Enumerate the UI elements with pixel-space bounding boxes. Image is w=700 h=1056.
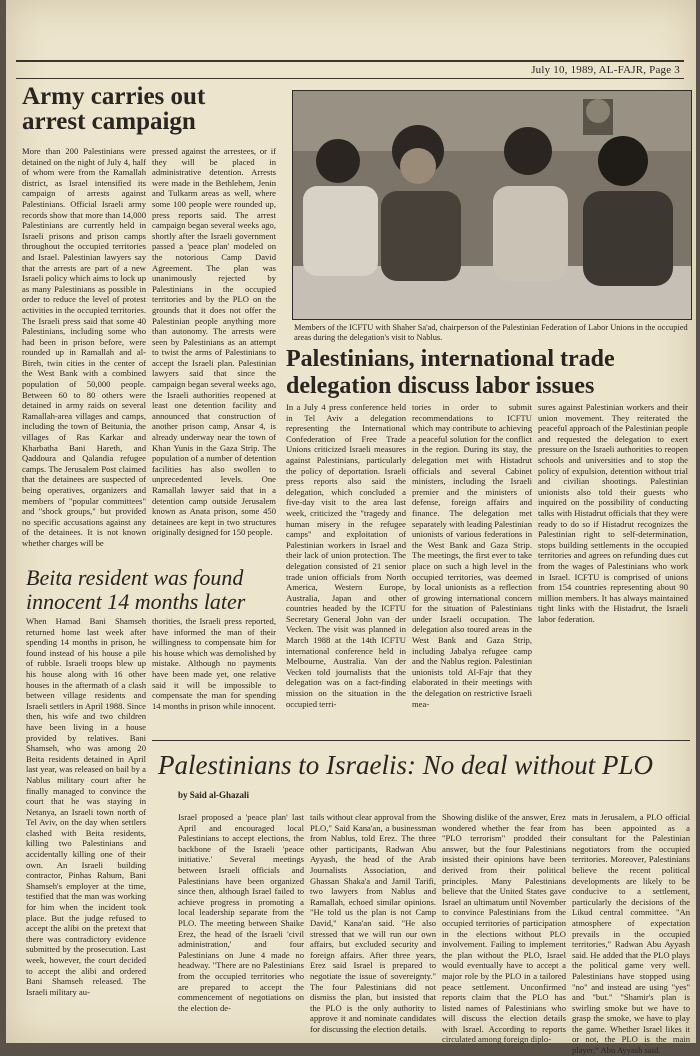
photo-illustration xyxy=(293,91,691,319)
article-plo-col2: tails without clear approval from the PLO," Said Kana'an, a businessman from Nablus, told Erez. The three other participants, Radwan Abu Ayyash, the head of the Arab Journalists Association, and Ghassan Shaka'a and Jamil Tarifi, two lawyers from Nablus and Ramallah, echoed similar opinions. "He told us the plan is not Camp David," Kana'an said. "He also stressed that we will run our own affairs, but excluded security and foreign affairs. After three years, Erez said Israel is prepared to negotiate the issue of sovereignty." The four Palestinians did not dismiss the plan, but insisted that the PLO is the only authority to approve it and nominate candidates for discussing the election details. xyxy=(310,812,436,1034)
headline-beita-resident: Beita resident was found innocent 14 months later xyxy=(26,565,246,614)
headline-trade-delegation: Palestinians, international trade delegation discuss labor issues xyxy=(286,346,615,399)
masthead-rule xyxy=(16,60,684,62)
headline-no-deal-without-plo: Palestinians to Israelis: No deal without PLO xyxy=(158,750,654,780)
article-army-col1: More than 200 Palestinians were detained on the night of July 4, half of whom were from the Ramallah district, as Israel intensified its campaign of arrests against Palestinians. Official Israeli army records show that more than 14,000 Palestinians are currently held in Israeli prisons and prison camps throughout the occupied territories and Israel. Palestinian lawyers say that the arrests are part of a new Israeli policy which aims to lock up as many Palestinians as possible in order to reduce the level of protest activities in the occupied territories. The Israeli press said that some 40 Palestinians, including some who had been in prison before, were rounded up in Ramallah and al-Bireh, twin cities in the center of the West Bank with a combined population of 50,000 people. Between 60 to 80 others were detained in army raids on several Ramallah-area villages and camps, including the town of Beitunia, the villages of Ras Karkar and Kharbatha Bani Hareth, and Qaddoura and Qalandia refugee camps. The Jerusalem Post claimed that the detainees are suspected of being operatives, organizers and members of "popular committees" and "shock groups," but provided no specific accusations against any of the detainees. It is not known whether charges will be xyxy=(22,146,146,548)
masthead-rule-lower xyxy=(16,78,684,79)
article-beita-col2: thorities, the Israeli press reported, have informed the man of their willingness to compensate him for his house which was demolished by mistake. Although no payments have been made yet, one relative said it will be impossible to compensate the man for spending 14 months in prison while innocent. xyxy=(152,616,276,711)
article-plo-col1: Israel proposed a 'peace plan' last April and encouraged local Palestinians to accept elections, the backbone of the Israeli 'peace initiative.' Several meetings between Israeli officials and Palestinians have been organized since then, although Israel failed to achieve progress in promoting a local leadership separate from the PLO. The meeting between Shaike Erez, the head of the Israeli 'civil administration,' and four Palestinians on June 4 made no headway. "There are no Palestinians from the occupied territories who are prepared to accept the commencement of negotiations on the election de- xyxy=(178,812,304,1013)
article-trade-col2: tories in order to submit recommendations to ICFTU which may contribute to achieving a peaceful solution for the conflict in the region. During its stay, the delegation met with Histadrut officials and several Cabinet ministers, including the Israeli premier and the ministers of defense, foreign affairs and finance. The delegation met separately with leading Palestinian unionists of various federations in the West Bank and Gaza Strip. The meetings, the first ever to take place on such a high level in the occupied territories, was deemed by local unionists as a reflection of growing international concern for the situation of Palestinians under Israeli occupation. The delegation also toured areas in the West Bank and Gaza Strip, including Jabalya refugee camp and the Nablus region. Palestinian unionists told Al-Fajr that they elaborated in their meetings with the delegation on restrictive Israeli mea- xyxy=(412,402,532,709)
article-plo-col3: Showing dislike of the answer, Erez wondered whether the fear from "PLO terrorism" prodded their answer, but the four Palestinians insisted their opinions have been derived from their political principles. Many Palestinians believe that the United States gave Israel an ultimatum until November to convince Palestinians from the occupied territories of participation in the elections without PLO involvement. Failing to implement the plan without the PLO, Israel would eventually have to accept a major role by the PLO in a tailored peace settlement. Unconfirmed reports claim that the PLO has listed names of Palestinians who will discuss the election details with Israel. According to reports circulated among foreign diplo- xyxy=(442,812,566,1045)
article-plo-col4: mats in Jerusalem, a PLO official has been appointed as a consultant for the Palestinian negotiators from the occupied territories. Moreover, Palestinians believe the recent political developments are likely to be conducive to a settlement, particularly the decisions of the Likud central committee. "An atmosphere of expectation prevails in the occupied territories," Radwan Abu Ayyash said. He added that the PLO plays the political game very well. Palestinians have stopped using "no" and instead are using "yes" and "but." "Shamir's plan is swirling smoke but we have to grasp the smoke, we have to play the game. Whether Israel likes it or not, the PLO is the main player," Abu Ayyash said. xyxy=(572,812,690,1056)
headline-army-arrests: Army carries out arrest campaign xyxy=(22,83,206,135)
article-army-col2: pressed against the arrestees, or if they will be placed in administrative detention. Arrests were made in the Bethlehem, Jenin and Tulkarm areas as well, where some 100 people were rounded up, press reports said. The arrest campaign began several weeks ago, shortly after the Israeli government passed a 'peace plan' modeled on the notorious Camp David Agreement. The plan was unanimously rejected by Palestinians in the occupied territories and by the PLO on the grounds that it does not offer the Palestinian people anything more than autonomy. The arrests were seen by Palestinians as an attempt to twist the arms of Palestinians to accept the Israeli plan. Palestinian lawyers said that since the campaign began several weeks ago, the Israeli authorities reopened at least one detention facility and announced that construction of another prison camp, Ansar 4, is already underway near the town of Khan Yunis in the Gaza Strip. The population of a number of detention facilities has also swollen to unprecedented levels. One Ramallah lawyer said that in a detention camp outside Jerusalem known as Anata prison, some 450 detainees are kept in two structures originally designed for 150 people. xyxy=(152,146,276,538)
newspaper-page xyxy=(6,0,696,1056)
article-trade-col3: sures against Palestinian workers and their union movement. They reiterated the peaceful approach of the Palestinian people and requested the delegation to exert pressure on the Israeli authorities to reopen schools and universities and to stop the policy of expulsion, detention without trial and civilian shootings. Palestinian unionists also told their guests who inquired on the possibility of conducting talks with Histadrut officials that they were ready to do so if Histadrut recognizes the Palestinian right to self-determination, stops building settlements in the occupied territories and agrees on refunding dues cut from the wages of Palestinians who work in Israel. ICFTU is comprised of unions from 154 countries representing about 90 million members. It has always maintained tight links with the Histadrut, the Israeli labor federation. xyxy=(538,402,688,624)
section-divider xyxy=(152,740,690,741)
photo-caption: Members of the ICFTU with Shaher Sa'ad, chairperson of the Palestinian Federation of Labor Unions in the occupied areas during the delegation's visit to Nablus. xyxy=(294,323,688,343)
article-trade-col1: In a July 4 press conference held in Tel Aviv a delegation representing the International Confederation of Free Trade Unions criticized Israeli measures against Palestinians, particularly the policy of deportation. Israeli press reports also said the delegation, which concluded a five-day visit to the area last week, criticized the "tragedy and human misery in the refugee camps" and exploitation of Palestinian workers in Israel and their lack of union protection. The delegation consisted of 21 senior trade union officials from North America, Western Europe, Australia, Japan and other countries headed by the ICFTU Secretary General John van der Vecken. The visit was planned in March 1988 at the 14th ICFTU international conference held in Melbourne, Australia. Van der Vecken told journalists that the delegation was on a fact-finding mission on the situation in the occupied terri- xyxy=(286,402,406,709)
page-header: July 10, 1989, AL-FAJR, Page 3 xyxy=(531,64,680,76)
byline-author: by Said al-Ghazali xyxy=(178,790,250,800)
delegation-photo xyxy=(292,90,692,320)
article-beita-col1: When Hamad Bani Shamseh returned home last week after spending 14 months in prison, he found instead of his house a pile of rubble. Israeli troops blew up his house along with 16 other houses in the aftermath of a clash between village residents and Israeli settlers in April 1988. Since then, his wife and two children have been living in a house provided by relatives. Bani Shamseh, who was among 20 Beita residents detained in April last year, was released on bail by a Nablus military court after he finally managed to convince the court that he was staying in Netanya, an Israeli town north of Tel Aviv, on the day when settlers clashed with Beita residents, killing two Palestinians and accidentally killing one of their own. An Israeli building contractor, Pinhas Rahum, Bani Shamseh's employer at the time, testified that the man was working for him when the incident took place. But the judge refused to accept the alibi on the pretext that there was contradictory evidence submitted by the prosecution. Last week, however, the court decided to accept the alibi and ordered Bani Shamseh released. The Israeli military au- xyxy=(26,616,146,997)
